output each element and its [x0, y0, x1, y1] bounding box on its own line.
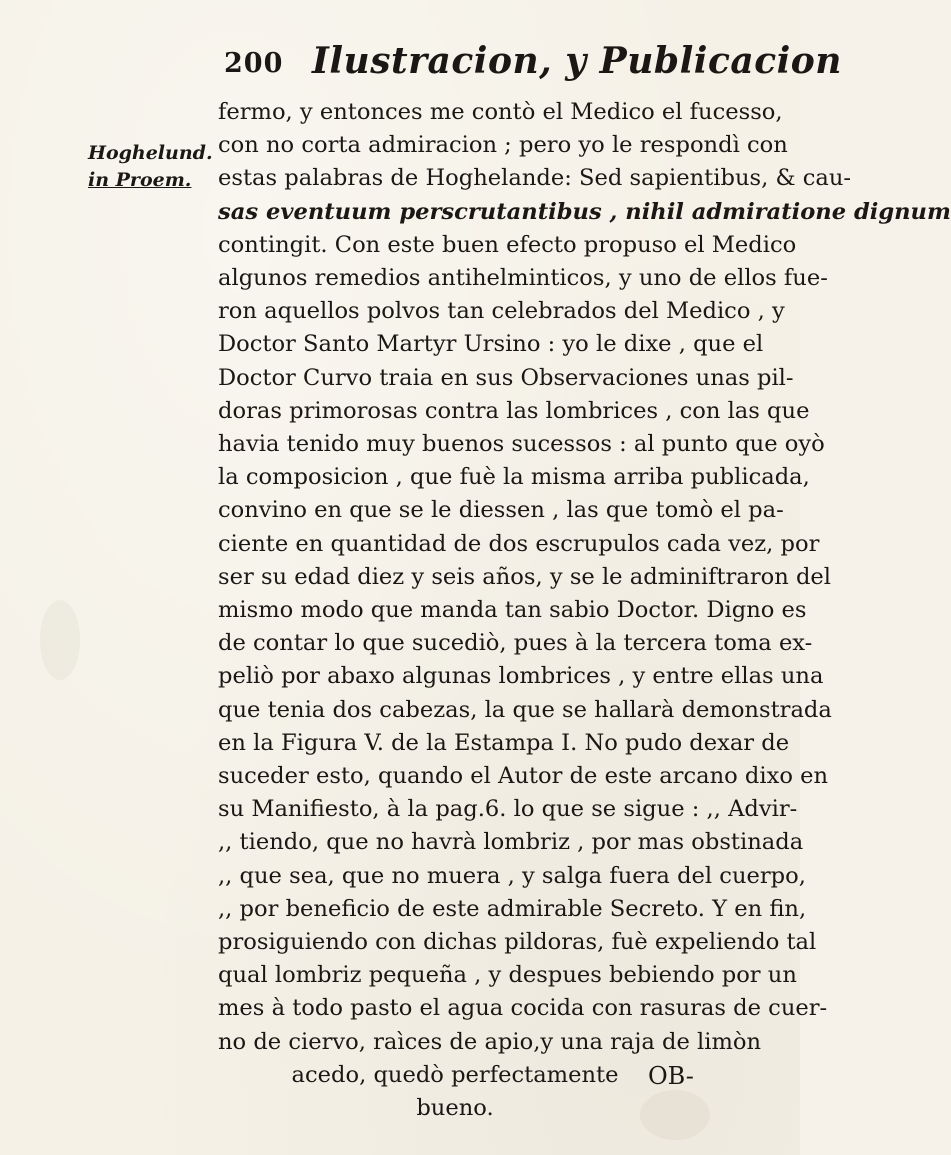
text-line: su Manifiesto, à la pag.6. lo que se sigue : ,, Advir-	[218, 796, 798, 823]
page-header	[220, 38, 842, 90]
text-line: la composicion , que fuè la misma arriba publicada,	[218, 464, 810, 491]
text-line-quote: ,, por beneficio de este admirable Secreto. Y en fin,	[218, 895, 807, 922]
text-line: con no corta admiracion ; pero yo le respondì con	[218, 132, 788, 159]
running-head: Ilustracion, y Publicacion	[312, 40, 842, 82]
catchword: OB-	[648, 1062, 694, 1090]
text-line-quote: ,, tiendo, que no havrà lombriz , por mas obstinada	[218, 829, 804, 856]
text-line: havia tenido muy buenos sucessos : al punto que oyò	[218, 431, 825, 458]
text-line-latin-quote: sas eventuum perscrutantibus , nihil admiratione dignum	[218, 198, 951, 225]
text-line: en la Figura V. de la Estampa I. No pudo dexar de	[218, 729, 790, 756]
text-line: mes à todo pasto el agua cocida con rasuras de cuer-	[218, 995, 828, 1022]
text-line: Doctor Santo Martyr Ursino : yo le dixe , que el	[218, 331, 764, 358]
text-line: peliò por abaxo algunas lombrices , y entre ellas una	[218, 663, 824, 690]
text-line: acedo, quedò perfectamente	[291, 1061, 619, 1088]
text-line: contingit. Con este buen efecto propuso el Medico	[218, 231, 797, 258]
text-line-quote: ,, que sea, que no muera , y salga fuera del cuerpo,	[218, 862, 806, 889]
text-line: ser su edad diez y seis años, y se le adminiftraron del	[218, 563, 832, 590]
text-line: qual lombriz pequeña , y despues bebiendo por un	[218, 962, 797, 989]
text-line: suceder esto, quando el Autor de este arcano dixo en	[218, 763, 829, 790]
text-line: fermo, y entonces me contò el Medico el fucesso,	[218, 99, 783, 125]
text-line: algunos remedios antihelminticos, y uno de ellos fue-	[218, 265, 828, 292]
text-line: prosiguiendo con dichas pildoras, fuè expeliendo tal	[218, 929, 817, 956]
margin-note-author: Hoghelund.	[88, 142, 213, 164]
text-line: Doctor Curvo traia en sus Observaciones unas pil-	[218, 364, 794, 391]
text-line: que tenia dos cabezas, la que se hallarà demonstrada	[218, 696, 832, 723]
margin-note-reference: in Proem.	[88, 169, 192, 191]
text-line: mismo modo que manda tan sabio Doctor. Digno es	[218, 597, 807, 624]
text-line-final: bueno.	[416, 1095, 494, 1122]
text-line: ron aquellos polvos tan celebrados del Medico , y	[218, 298, 785, 325]
paper-stain	[40, 600, 80, 680]
marginal-notes	[88, 140, 218, 194]
text-line: estas palabras de Hoghelande: Sed sapientibus, & cau-	[218, 165, 852, 192]
text-line: de contar lo que sucediò, pues à la tercera toma ex-	[218, 630, 813, 657]
body-text	[218, 96, 951, 1125]
text-line: ciente en quantidad de dos escrupulos cada vez, por	[218, 530, 820, 557]
text-line: doras primorosas contra las lombrices , con las que	[218, 397, 810, 424]
text-line: no de ciervo, raìces de apio,y una raja de limòn	[218, 1028, 762, 1055]
page-number: 200	[224, 48, 284, 79]
text-line: convino en que se le diessen , las que tomò el pa-	[218, 497, 784, 524]
